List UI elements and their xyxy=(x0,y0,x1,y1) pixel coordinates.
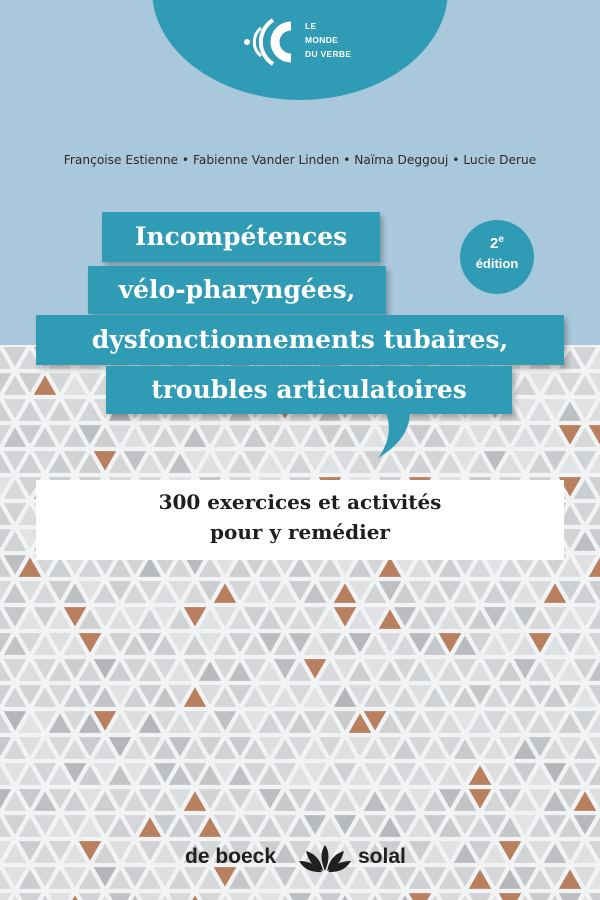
speech-bubble-tail xyxy=(366,408,426,460)
pattern-triangle xyxy=(19,893,42,900)
pattern-triangle xyxy=(289,893,312,900)
pattern-triangle xyxy=(169,893,192,900)
pattern-triangle xyxy=(259,893,282,900)
title-line: troubles articulatoires xyxy=(106,366,512,414)
title-line: vélo-pharyngées, xyxy=(88,266,386,314)
pattern-triangle xyxy=(559,893,582,900)
pattern-triangle xyxy=(409,893,432,900)
edition-label: édition xyxy=(475,256,519,271)
authors: Françoise Estienne • Fabienne Vander Linden • Naïma Deggouj • Lucie Derue xyxy=(63,153,537,167)
pattern-triangle xyxy=(79,893,102,900)
triangle-pattern-area xyxy=(0,345,600,900)
pattern-triangle xyxy=(589,893,600,900)
collection-name xyxy=(305,19,351,61)
pattern-triangle xyxy=(379,893,402,900)
pattern-triangle xyxy=(349,893,372,900)
lotus-flower-icon xyxy=(298,841,352,875)
pattern-triangle xyxy=(139,893,162,900)
triangle-pattern xyxy=(0,345,600,900)
publisher-name-right: solal xyxy=(358,845,406,868)
sound-waves-icon xyxy=(243,16,293,68)
edition-badge xyxy=(460,220,534,294)
pattern-triangle xyxy=(49,893,72,900)
pattern-triangle xyxy=(529,893,552,900)
pattern-triangle xyxy=(229,893,252,900)
pattern-triangle xyxy=(199,893,222,900)
publisher-name-left: de boeck xyxy=(185,845,277,868)
pattern-triangle xyxy=(109,893,132,900)
publisher xyxy=(0,843,600,873)
edition-number: 2e xyxy=(490,234,504,252)
title-line: dysfonctionnements tubaires, xyxy=(36,315,564,365)
collection-name-line: MONDE xyxy=(305,35,339,45)
pattern-triangle xyxy=(439,893,462,900)
pattern-triangle xyxy=(469,893,492,900)
pattern-triangle xyxy=(319,893,342,900)
subtitle-line: 300 exercices et activités xyxy=(158,490,442,514)
collection-name-line: DU VERBE xyxy=(305,49,352,59)
pattern-triangle xyxy=(499,893,522,900)
subtitle-box xyxy=(36,480,564,560)
title-line: Incompétences xyxy=(102,212,380,262)
collection-name-line: LE xyxy=(305,21,317,31)
subtitle-line: pour y remédier xyxy=(210,520,390,544)
pattern-triangle xyxy=(0,893,11,900)
